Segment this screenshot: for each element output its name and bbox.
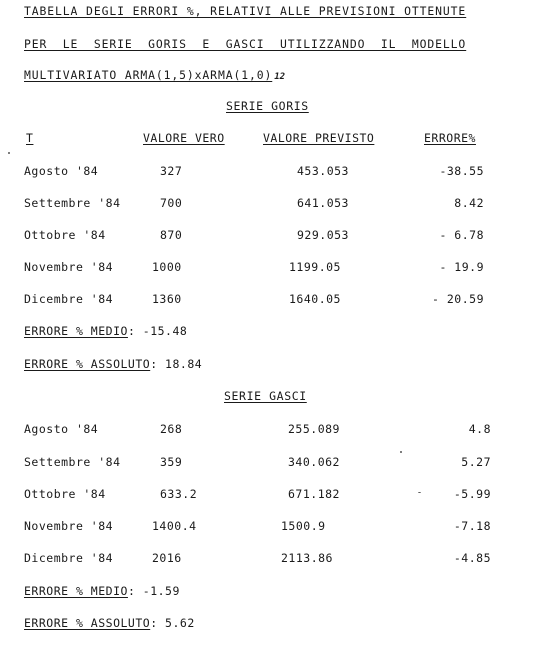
valore-previsto-cell: 929.053 [297,228,349,242]
goris-errore-assoluto [24,357,202,371]
valore-vero-cell: 1360 [152,292,182,306]
handwritten-mark: 12 [274,72,286,82]
errore-assoluto-label: ERRORE % ASSOLUTO [24,357,151,371]
month-cell: Dicembre '84 [24,292,114,306]
month-cell: Novembre '84 [24,519,114,533]
scan-speck [400,451,402,453]
header-line-1: TABELLA DEGLI ERRORI %, RELATIVI ALLE PREVISIONI OTTENUTE [24,4,467,18]
month-cell: Dicembre '84 [24,551,114,565]
errore-medio-label: ERRORE % MEDIO [24,584,128,598]
valore-previsto-cell: 1500.9 [281,519,326,533]
month-cell: Ottobre '84 [24,487,106,501]
errore-cell: -7.18 [453,519,491,533]
scan-speck [8,152,10,154]
valore-vero-cell: 2016 [152,551,182,565]
errore-medio-value: : -1.59 [127,584,180,598]
valore-previsto-cell: 1199.05 [289,260,341,274]
errore-cell: -38.55 [439,164,484,178]
errore-cell: -4.85 [453,551,491,565]
errore-medio-value: : -15.48 [127,324,188,338]
month-cell: Agosto '84 [24,422,99,436]
valore-vero-cell: 633.2 [160,487,198,501]
errore-assoluto-label: ERRORE % ASSOLUTO [24,616,151,630]
valore-vero-cell: 700 [160,196,183,210]
errore-medio-label: ERRORE % MEDIO [24,324,128,338]
header-line-3-text: MULTIVARIATO ARMA(1,5)xARMA(1,0) [24,68,273,82]
month-cell: Settembre '84 [24,196,121,210]
month-cell: Settembre '84 [24,455,121,469]
valore-vero-cell: 359 [160,455,183,469]
header-line-2: PER LE SERIE GORIS E GASCI UTILIZZANDO IL MODELLO [24,37,467,51]
errore-cell: 4.8 [468,422,491,436]
errore-cell: -5.99 [453,487,491,501]
valore-previsto-cell: 1640.05 [289,292,341,306]
col-header-valore-vero: VALORE VERO [143,131,225,145]
errore-assoluto-value: : 18.84 [150,357,203,371]
errore-cell: 8.42 [454,196,484,210]
valore-previsto-cell: 340.062 [288,455,340,469]
col-header-t: T [26,131,34,145]
header-line-3 [24,68,285,82]
errore-cell: - 20.59 [432,292,484,306]
valore-vero-cell: 1000 [152,260,182,274]
errore-cell: - 6.78 [439,228,484,242]
gasci-errore-medio [24,584,180,598]
gasci-title: SERIE GASCI [224,389,307,403]
valore-vero-cell: 268 [160,422,183,436]
gasci-errore-assoluto [24,616,195,630]
month-cell: Agosto '84 [24,164,99,178]
errore-assoluto-value: : 5.62 [150,616,195,630]
valore-previsto-cell: 671.182 [288,487,340,501]
valore-previsto-cell: 641.053 [297,196,349,210]
errore-cell: 5.27 [461,455,491,469]
col-header-errore: ERRORE% [424,131,476,145]
month-cell: Novembre '84 [24,260,114,274]
valore-previsto-cell: 453.053 [297,164,349,178]
valore-previsto-cell: 255.089 [288,422,340,436]
valore-previsto-cell: 2113.86 [281,551,333,565]
valore-vero-cell: 327 [160,164,183,178]
goris-title: SERIE GORIS [226,99,309,113]
valore-vero-cell: 870 [160,228,183,242]
goris-errore-medio [24,324,187,338]
scan-speck [418,492,421,493]
month-cell: Ottobre '84 [24,228,106,242]
valore-vero-cell: 1400.4 [152,519,197,533]
col-header-valore-previsto: VALORE PREVISTO [263,131,375,145]
errore-cell: - 19.9 [439,260,484,274]
